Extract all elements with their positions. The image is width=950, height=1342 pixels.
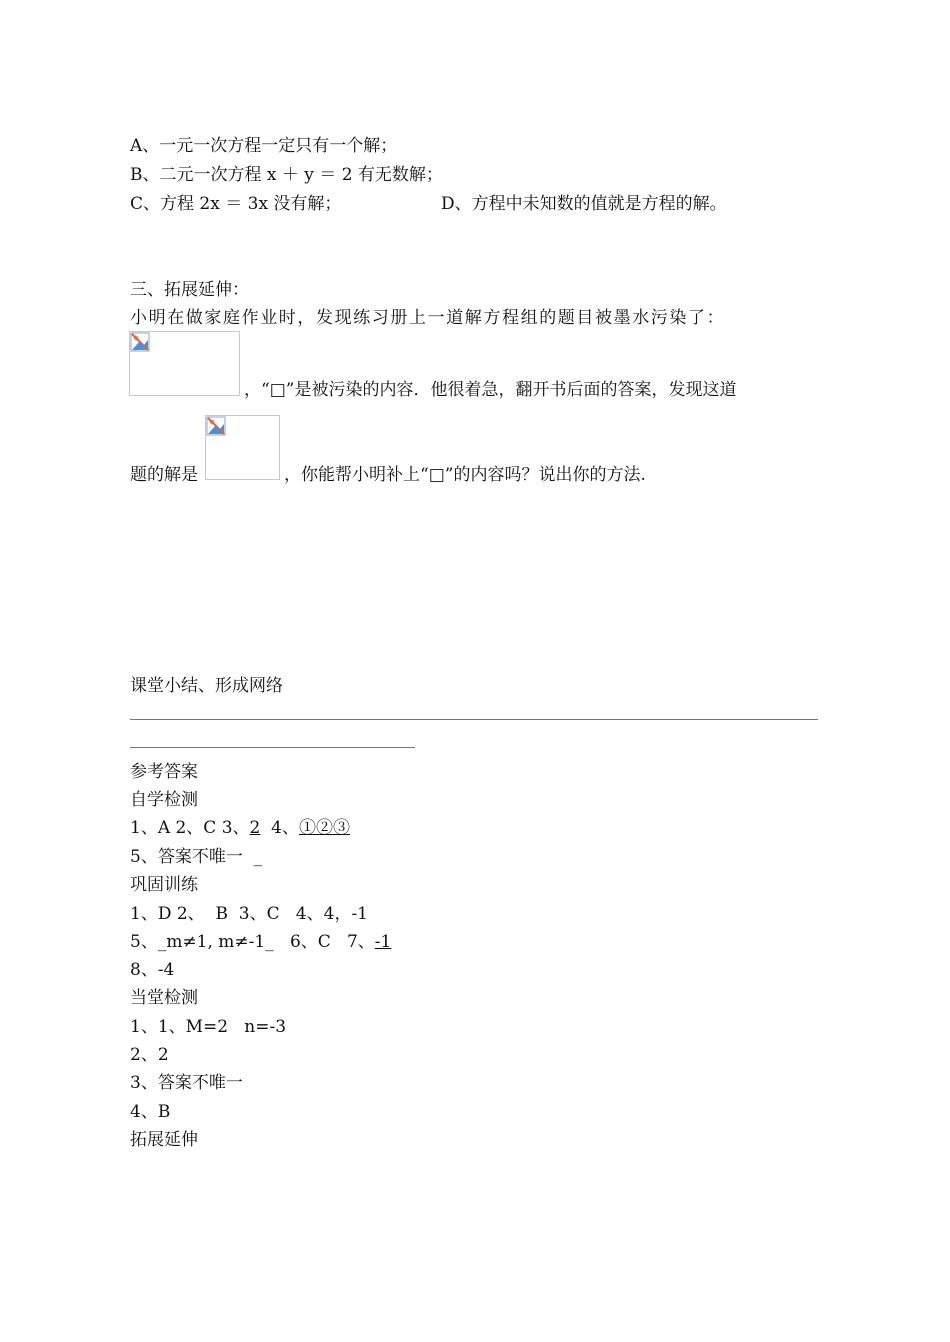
extension-cont1: ，“□”是被污染的内容．他很着急，翻开书后面的答案，发现这道: [244, 380, 737, 400]
in-class-line-3: 3、答案不唯一: [130, 1073, 243, 1093]
consolidate-line-3: 8、-4: [130, 960, 175, 980]
option-c: C、方程 2x ＝ 3x 没有解；: [130, 194, 342, 214]
self-check-answer-4: ①②③: [299, 818, 350, 838]
self-check-line-1: [130, 818, 350, 838]
in-class-line-1: 1、1、M=2 n=-3: [130, 1017, 287, 1037]
self-check-line-1-a: 1、A 2、C 3、: [130, 818, 250, 838]
summary-blank-line-2: [130, 747, 415, 748]
consolidate-line-2-a: 5、_m≠1, m≠-1_ 6、C 7、: [130, 932, 375, 952]
answers-extension-heading: 拓展延伸: [130, 1130, 198, 1150]
broken-image-icon: [130, 332, 150, 352]
broken-image-icon: [206, 416, 226, 436]
self-check-answer-3: 2: [249, 818, 261, 838]
self-check-line-1-b: 4、: [260, 818, 299, 838]
self-check-line-2: 5、答案不唯一 _: [130, 847, 263, 867]
in-class-line-4: 4、B: [130, 1102, 171, 1122]
summary-blank-line-1: [130, 719, 818, 720]
consolidate-heading: 巩固训练: [130, 875, 198, 895]
solution-image: [205, 415, 280, 480]
extension-cont2-suffix: ，你能帮小明补上“□”的内容吗？说出你的方法.: [284, 465, 646, 485]
option-b: B、二元一次方程 x ＋ y ＝ 2 有无数解；: [130, 165, 443, 185]
extension-cont2-prefix: 题的解是: [130, 465, 198, 485]
option-a: A、一元一次方程一定只有一个解；: [130, 136, 398, 156]
consolidate-line-2: [130, 932, 391, 952]
self-check-heading: 自学检测: [130, 790, 198, 810]
summary-heading: 课堂小结、形成网络: [130, 676, 283, 696]
extension-intro: 小明在做家庭作业时，发现练习册上一道解方程组的题目被墨水污染了：: [130, 308, 726, 328]
consolidate-answer-7: -1: [374, 932, 392, 952]
extension-heading: 三、拓展延伸：: [130, 280, 249, 300]
in-class-line-2: 2、2: [130, 1045, 169, 1065]
option-d: D、方程中未知数的值就是方程的解。: [441, 194, 727, 214]
in-class-heading: 当堂检测: [130, 988, 198, 1008]
equation-system-image: [129, 331, 240, 396]
consolidate-line-1: 1、D 2、 B 3、C 4、4，-1: [130, 904, 368, 924]
answers-heading: 参考答案: [130, 762, 198, 782]
